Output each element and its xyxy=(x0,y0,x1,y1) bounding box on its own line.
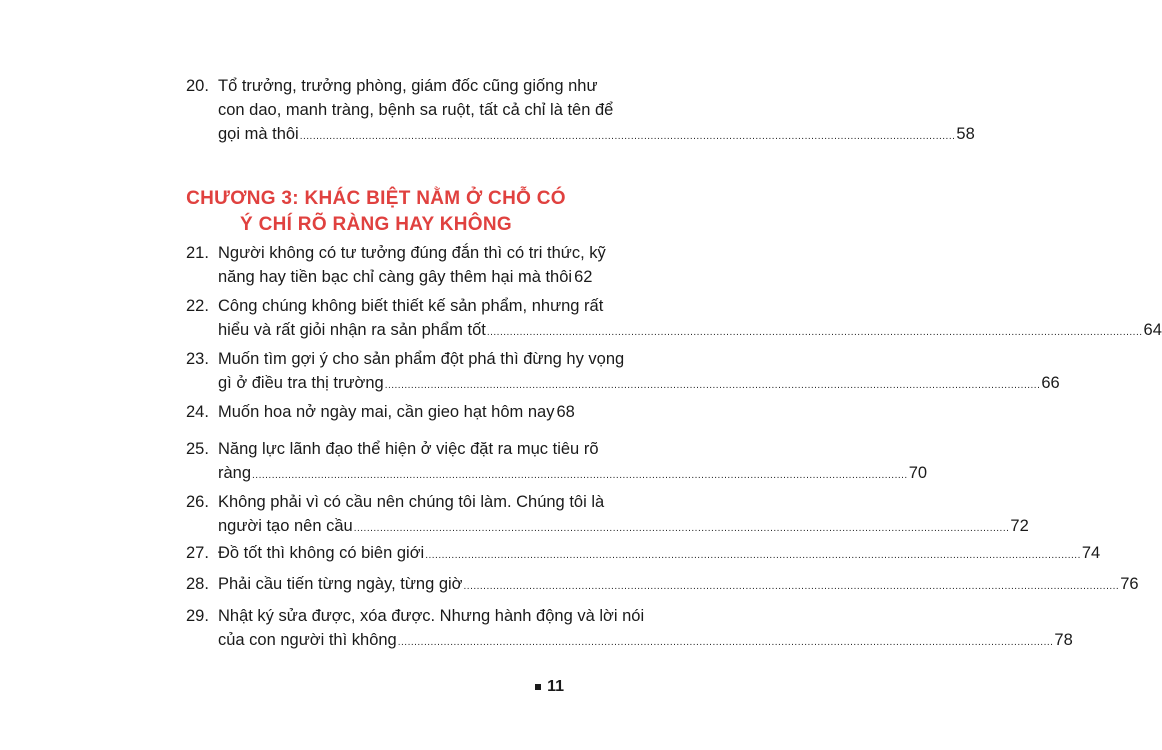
entry-number: 20. xyxy=(186,77,209,95)
entry-line: Công chúng không biết thiết kế sản phẩm, nhưng rất xyxy=(218,297,604,315)
dot-leader: ........................................................................................................................................................................................................ xyxy=(353,523,1010,534)
entry-line: Đồ tốt thì không có biên giới xyxy=(218,544,425,562)
entry-line: con dao, manh tràng, bệnh sa ruột, tất cả chỉ là tên để xyxy=(218,101,614,119)
entry-number: 21. xyxy=(186,244,209,262)
entry-number: 24. xyxy=(186,403,209,421)
entry-page-number: 76 xyxy=(1120,575,1139,593)
entry-page-number: 64 xyxy=(1143,321,1162,339)
toc-entry-27 xyxy=(186,541,1101,568)
toc-entry-24 xyxy=(186,400,575,427)
toc-entry-28 xyxy=(186,572,1139,599)
dot-leader: ........................................................................................................................................................................................................ xyxy=(299,131,956,142)
page-footer xyxy=(535,678,564,696)
entry-number: 26. xyxy=(186,493,209,511)
entry-page-number: 78 xyxy=(1054,631,1073,649)
entry-line: ràng xyxy=(218,464,252,482)
dot-leader: ........................................................................................................................................................................................................ xyxy=(463,581,1120,592)
chapter-heading xyxy=(186,186,566,238)
entry-number: 29. xyxy=(186,607,209,625)
entry-page-number: 66 xyxy=(1041,374,1060,392)
entry-number: 27. xyxy=(186,544,209,562)
entry-number: 28. xyxy=(186,575,209,593)
toc-entry-21 xyxy=(186,241,606,292)
entry-line: gọi mà thôi xyxy=(218,125,299,143)
dot-leader: ........................................................................................................................................................................................................ xyxy=(384,380,1041,391)
entry-line: của con người thì không xyxy=(218,631,397,649)
entry-page-number: 58 xyxy=(956,125,975,143)
entry-page-number: 62 xyxy=(574,268,593,286)
square-bullet-icon xyxy=(535,684,541,690)
dot-leader: ........................................................................................................................................................................................................ xyxy=(486,327,1143,338)
toc-entry-25 xyxy=(186,437,928,488)
entry-line: Nhật ký sửa được, xóa được. Nhưng hành động và lời nói xyxy=(218,607,645,625)
chapter-heading-line: CHƯƠNG 3: KHÁC BIỆT NẰM Ở CHỖ CÓ xyxy=(186,188,566,209)
toc-entry-29 xyxy=(186,604,1073,655)
toc-entry-20 xyxy=(186,74,975,149)
chapter-heading-line: Ý CHÍ RÕ RÀNG HAY KHÔNG xyxy=(240,214,512,235)
entry-number: 22. xyxy=(186,297,209,315)
entry-line: Muốn tìm gợi ý cho sản phẩm đột phá thì đừng hy vọng xyxy=(218,350,625,368)
toc-entry-23 xyxy=(186,347,1060,398)
entry-line: người tạo nên cầu xyxy=(218,517,353,535)
entry-line: Năng lực lãnh đạo thể hiện ở việc đặt ra mục tiêu rõ xyxy=(218,440,599,458)
entry-line: năng hay tiền bạc chỉ càng gây thêm hại mà thôi xyxy=(218,268,573,286)
entry-page-number: 74 xyxy=(1081,544,1101,562)
toc-entry-26 xyxy=(186,490,1029,541)
entry-page-number: 68 xyxy=(556,403,575,421)
dot-leader: ........................................................................................................................................................................................................ xyxy=(252,470,908,481)
dot-leader: ........................................................................................................................................................................................................ xyxy=(425,550,1081,561)
entry-page-number: 70 xyxy=(908,464,928,482)
entry-line: Phải cầu tiến từng ngày, từng giờ xyxy=(218,575,463,593)
page-number: 11 xyxy=(547,678,564,695)
entry-line: Không phải vì có cầu nên chúng tôi làm. Chúng tôi là xyxy=(218,493,605,511)
entry-line: Muốn hoa nở ngày mai, cần gieo hạt hôm nay xyxy=(218,403,555,421)
entry-line: Người không có tư tưởng đúng đắn thì có tri thức, kỹ xyxy=(218,244,606,262)
entry-number: 23. xyxy=(186,350,209,368)
entry-line: Tổ trưởng, trưởng phòng, giám đốc cũng giống như xyxy=(218,77,598,95)
toc-entry-22 xyxy=(186,294,1162,345)
entry-number: 25. xyxy=(186,440,209,458)
entry-page-number: 72 xyxy=(1010,517,1029,535)
dot-leader: ........................................................................................................................................................................................................ xyxy=(397,637,1054,648)
entry-line: gì ở điều tra thị trường xyxy=(218,374,384,392)
entry-line: hiểu và rất giỏi nhận ra sản phẩm tốt xyxy=(218,321,486,339)
